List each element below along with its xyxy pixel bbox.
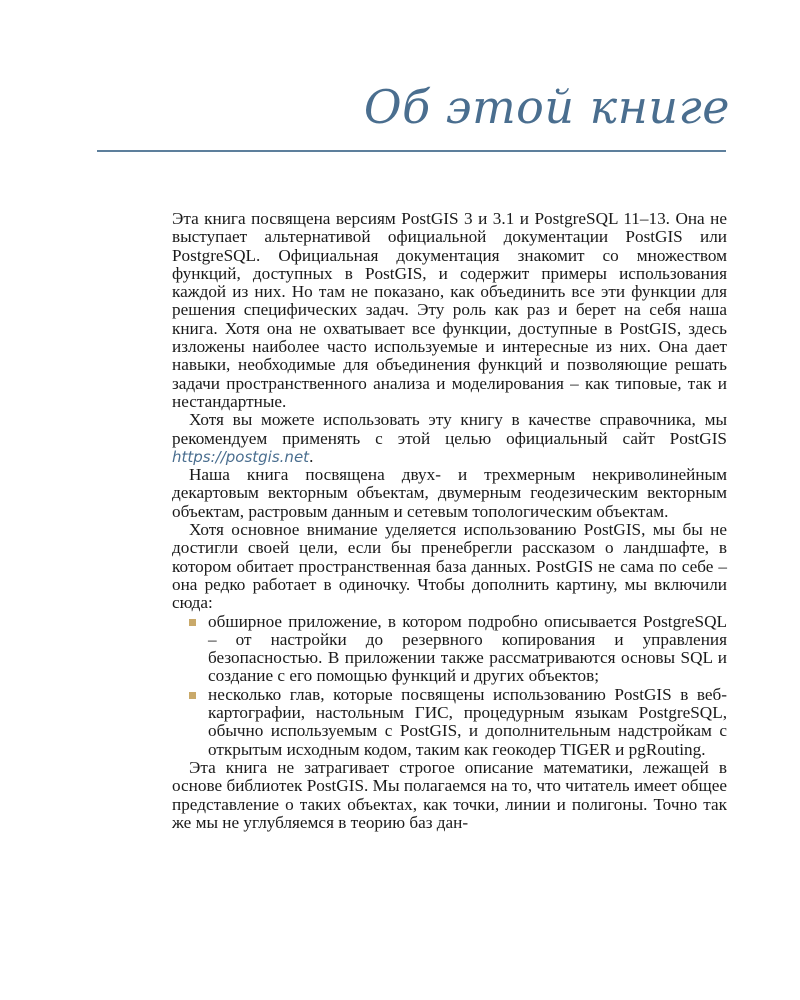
bullet-item-2-text: несколько глав, которые посвящены использованию PostGIS в веб-картографии, настольным ГИС, процедурным языкам PostgreSQL, обычно используемым с PostGIS, и дополнительным надстройкам с открытым исходным кодом, таким как геокодер TIGER и pgRouting. [208,684,727,759]
bullet-item-1 [172,613,727,686]
postgis-link[interactable]: https://postgis.net [172,447,310,466]
bullet-list [172,613,727,759]
paragraph-2-text: Хотя вы можете использовать эту книгу в качестве справочника, мы рекомендуем применять с этой целью официальный сайт PostGIS [172,410,727,448]
title-divider [97,150,726,152]
paragraph-2 [172,411,727,466]
paragraph-5: Эта книга не затрагивает строгое описание математики, лежащей в основе библиотек PostGIS. Мы полагаемся на то, что читатель имеет общее представление о таких объектах, как точки, линии и полигоны. Точно так же мы не углубляемся в теорию баз дан- [172,757,727,832]
paragraph-1: Эта книга посвящена версиям PostGIS 3 и 3.1 и PostgreSQL 11–13. Она не выступает альтернативой официальной документации PostGIS или PostgreSQL. Официальная документация знакомит со множеством функций, доступных в PostGIS, и содержит примеры использования каждой из них. Но там не показано, как объединить все эти функции для решения специфических задач. Эту роль как раз и берет на себя наша книга. Хотя она не охватывает все функции, доступные в PostGIS, здесь изложены наиболее часто используемые и интересные из них. Она дает навыки, необходимые для объединения функций и позволяющие решать задачи пространственного анализа и моделирования – как типовые, так и нестандартные. [172,209,727,411]
paragraph-3: Наша книга посвящена двух- и трехмерным некриволинейным декартовым векторным объектам, двумерным геодезическим векторным объектам, растровым данным и сетевым топологическим объектам. [172,465,727,521]
square-bullet-icon [189,619,196,626]
body-text [172,210,727,832]
paragraph-4: Хотя основное внимание уделяется использованию PostGIS, мы бы не достигли своей цели, если бы пренебрегли рассказом о ландшафте, в котором обитает пространственная база данных. PostGIS не сама по себе – она редко работает в одиночку. Чтобы дополнить картину, мы включили сюда: [172,520,727,613]
bullet-item-1-text: обширное приложение, в котором подробно описывается PostgreSQL – от настройки до резервного копирования и управления безопасностью. В приложении также рассматриваются основы SQL и создание с его помощью функций и других объектов; [208,611,727,686]
paragraph-2-end: . [309,446,314,466]
square-bullet-icon [189,692,196,699]
chapter-title: Об этой книге [363,80,730,134]
bullet-item-2 [172,686,727,759]
